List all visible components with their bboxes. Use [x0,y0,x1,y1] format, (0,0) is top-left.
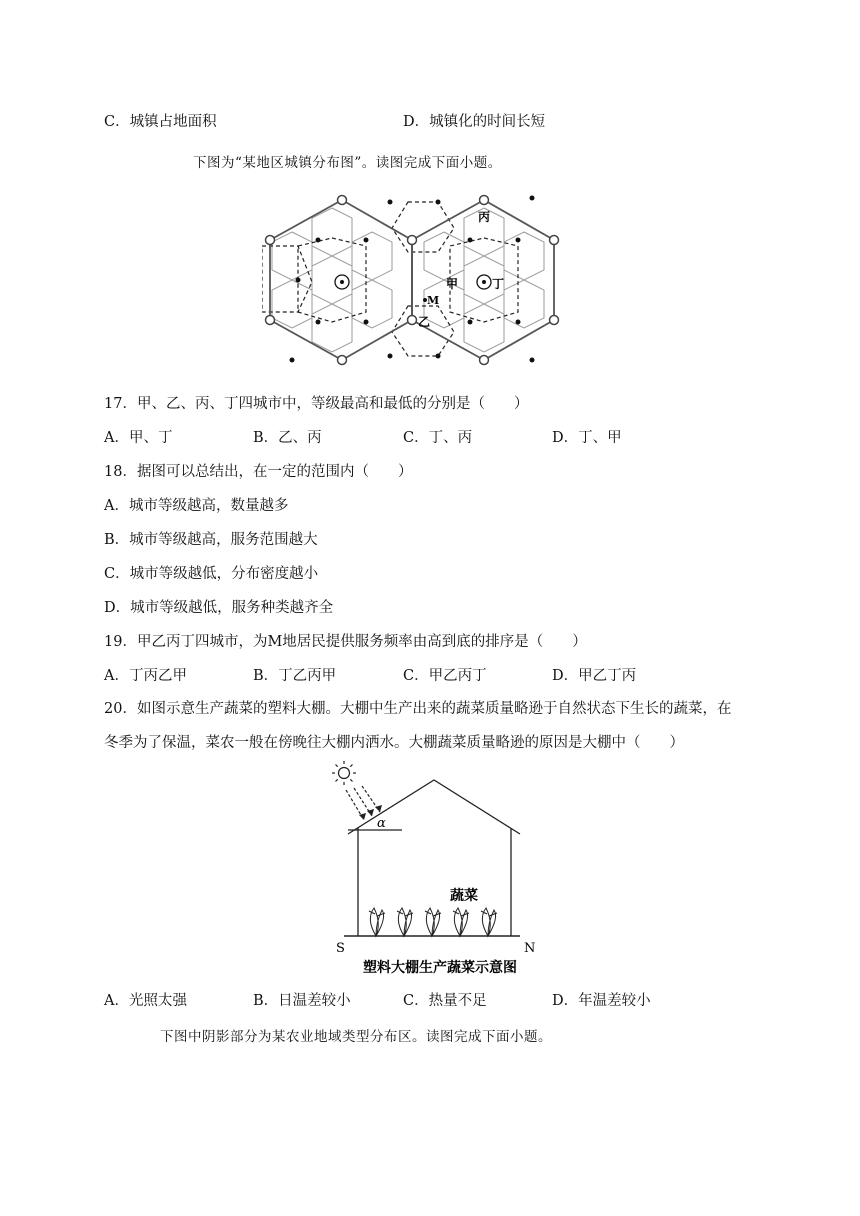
central-city-left [335,275,349,289]
option-c: C．城镇占地面积 [104,114,217,130]
label-ding: 丁 [492,277,505,291]
label-yi: 乙 [418,315,431,329]
q17-option-a: A．甲、丁 [104,430,173,446]
question-20-line1: 20．如图示意生产蔬菜的塑料大棚。大棚中生产出来的蔬菜质量略逊于自然状态下生长的蔬菜，在 [104,701,732,717]
central-city-right [477,275,491,289]
q17-option-c: C．丁、丙 [403,430,473,446]
city-distribution-map [262,188,562,370]
north-label: N [524,941,536,956]
label-jia: 甲 [446,277,459,291]
label-m: M [427,294,440,307]
q20-option-b: B．日温差较小 [253,993,351,1009]
intro-agriculture-map: 下图中阴影部分为某农业地域类型分布区。读图完成下面小题。 [160,1029,552,1045]
q20-option-d: D．年温差较小 [552,993,651,1009]
question-19: 19．甲乙丙丁四城市，为M地居民提供服务频率由高到底的排序是（ ） [104,634,587,650]
q19-option-c: C．甲乙丙丁 [403,668,487,684]
q17-option-d: D．丁、甲 [552,430,622,446]
greenhouse-caption: 塑料大棚生产蔬菜示意图 [363,960,517,976]
intro-city-map: 下图为“某地区城镇分布图”。读图完成下面小题。 [193,155,502,171]
option-d: D．城镇化的时间长短 [403,114,546,130]
label-bing: 丙 [478,210,491,224]
greenhouse-diagram [330,758,550,980]
question-20-line2: 冬季为了保温，菜农一般在傍晚往大棚内洒水。大棚蔬菜质量略逊的原因是大棚中（ ） [104,735,684,751]
q18-option-b: B．城市等级越高，服务范围越大 [104,532,318,548]
q20-option-c: C．热量不足 [403,993,487,1009]
large-service-areas [270,200,554,360]
question-18: 18．据图可以总结出，在一定的范围内（ ） [104,464,413,480]
question-17: 17．甲、乙、丙、丁四城市中，等级最高和最低的分别是（ ） [104,396,529,412]
q18-option-a: A．城市等级越高，数量越多 [104,498,289,514]
alpha-label: α [377,816,386,831]
vegetable-label: 蔬菜 [450,888,478,904]
q19-option-a: A．丁丙乙甲 [104,668,187,684]
q20-option-a: A．光照太强 [104,993,187,1009]
greenhouse-roof [348,780,520,834]
q17-option-b: B．乙、丙 [253,430,322,446]
q18-option-c: C．城市等级越低，分布密度越小 [104,566,319,582]
q19-option-b: B．丁乙丙甲 [253,668,337,684]
sun-icon [332,761,356,785]
south-label: S [336,941,345,956]
q18-option-d: D．城市等级越低，服务种类越齐全 [104,600,334,616]
q19-option-d: D．甲乙丁丙 [552,668,637,684]
vegetable-icons [369,908,497,936]
